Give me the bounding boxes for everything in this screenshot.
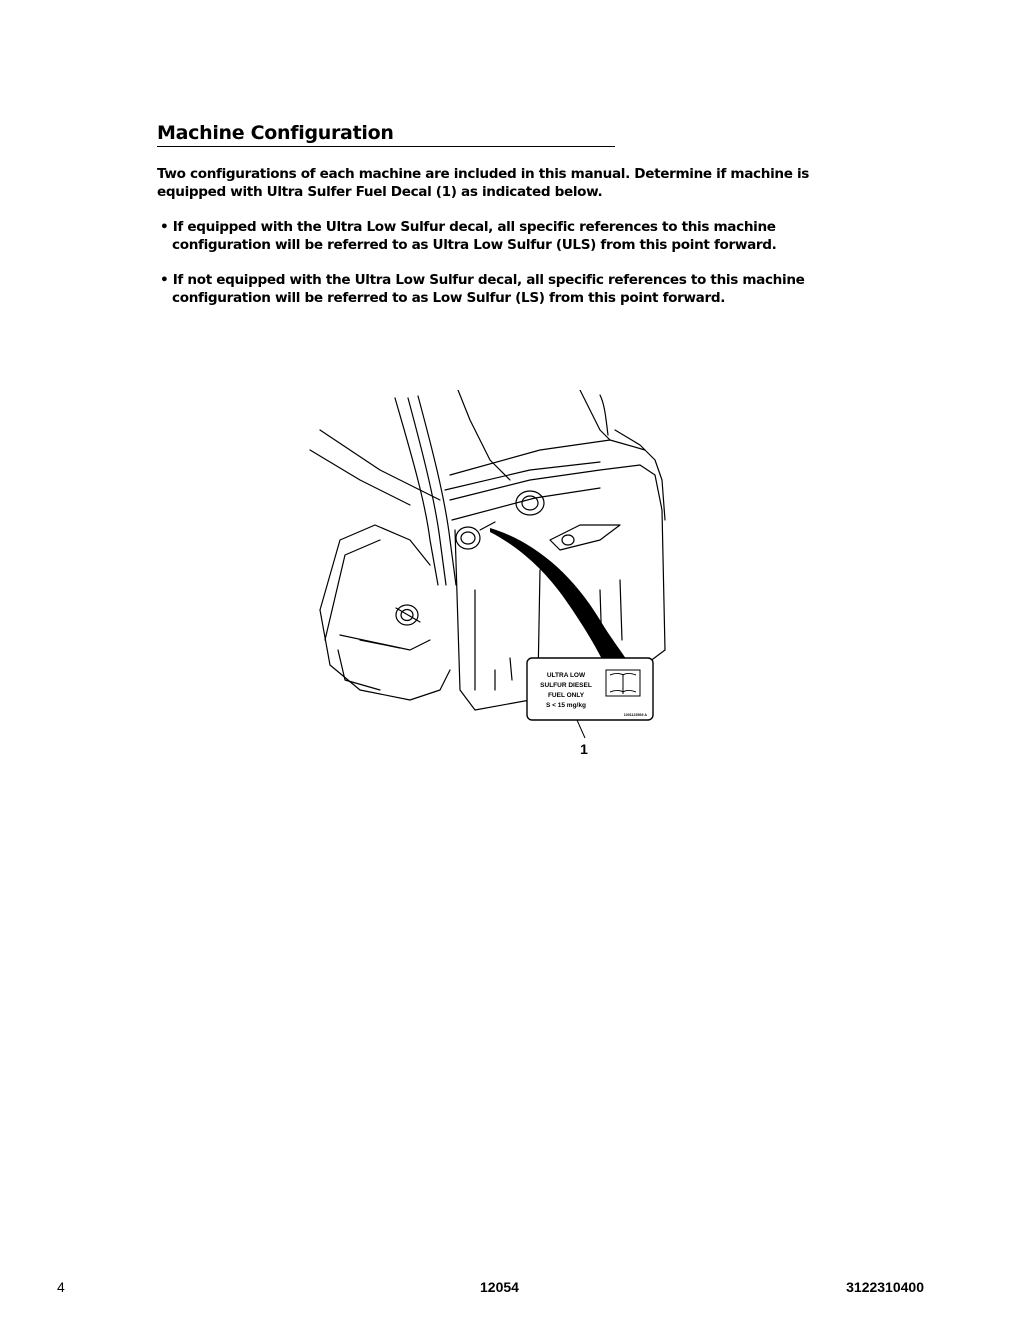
intro-line-2: equipped with Ultra Sulfer Fuel Decal (1) as indicated below. [157, 183, 603, 200]
decal-text-line-2: SULFUR DIESEL [540, 682, 592, 689]
ultra-low-sulfur-decal [527, 658, 653, 720]
machine-illustration [300, 390, 670, 790]
bullet-ls-line-2: configuration will be referred to as Low Sulfur (LS) from this point forward. [172, 289, 726, 306]
intro-line-1: Two configurations of each machine are included in this manual. Determine if machine is [157, 166, 810, 182]
bullet-item-uls [160, 219, 776, 254]
decal-part-number: 1001123569 A [623, 713, 647, 717]
page-number: 4 [57, 1279, 65, 1295]
machine-line-drawing [300, 390, 670, 790]
decal-text-line-3: FUEL ONLY [547, 692, 585, 699]
decal-text-line-1: ULTRA LOW [546, 672, 586, 679]
intro-paragraph [157, 166, 809, 201]
bullet-ls-line-1: • If not equipped with the Ultra Low Sulfur decal, all specific references to this machine [160, 272, 805, 288]
bullet-item-ls [160, 272, 805, 307]
document-number: 3122310400 [846, 1279, 924, 1295]
bullet-uls-line-1: • If equipped with the Ultra Low Sulfur decal, all specific references to this machine [160, 219, 776, 235]
decal-text-line-4: S < 15 mg/kg [546, 702, 586, 709]
callout-number: 1 [580, 741, 588, 757]
bullet-uls-line-2: configuration will be referred to as Ultra Low Sulfur (ULS) from this point forward. [172, 236, 777, 253]
section-title: Machine Configuration [157, 122, 615, 147]
model-number: 12054 [480, 1279, 519, 1295]
